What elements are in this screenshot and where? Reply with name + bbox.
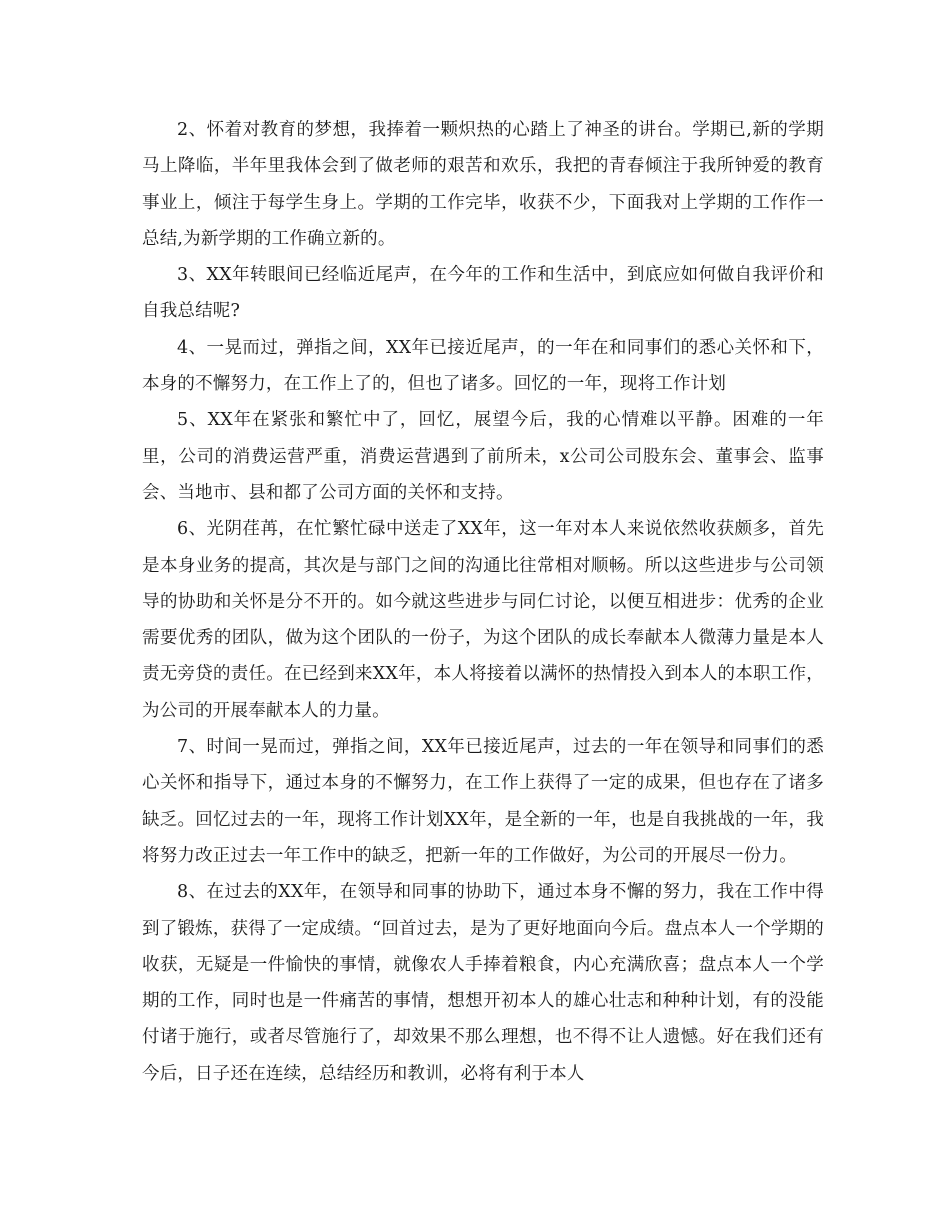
paragraph-2: 2、怀着对教育的梦想，我捧着一颗炽热的心踏上了神圣的讲台。学期已,新的学期马上降临，半年里我体会到了做老师的艰苦和欢乐，我把的青春倾注于我所钟爱的教育事业上，倾注于每学生身上。学期的工作完毕，收获不少，下面我对上学期的工作作一总结,为新学期的工作确立新的。 — [142, 120, 824, 249]
paragraph-5: 5、XX年在紧张和繁忙中了，回忆，展望今后，我的心情难以平静。困难的一年里，公司的消费运营严重，消费运营遇到了前所未，x公司公司股东会、董事会、监事会、当地市、县和都了公司方面的关怀和支持。 — [142, 410, 824, 503]
paragraph-8: 8、在过去的XX年，在领导和同事的协助下，通过本身不懈的努力，我在工作中得到了锻炼，获得了一定成绩。“回首过去，是为了更好地面向今后。盘点本人一个学期的收获，无疑是一件愉快的事情，就像农人手捧着粮食，内心充满欣喜；盘点本人一个学期的工作，同时也是一件痛苦的事情，想想开初本人的雄心壮志和种种计划，有的没能付诸于施行，或者尽管施行了，却效果不那么理想，也不得不让人遗憾。好在我们还有今后，日子还在连续，总结经历和教训，必将有利于本人 — [142, 882, 824, 1084]
paragraph-4: 4、一晃而过，弹指之间，XX年已接近尾声，的一年在和同事们的悉心关怀和下，本身的不懈努力，在工作上了的，但也了诸多。回忆的一年，现将工作计划 — [142, 337, 824, 395]
paragraph-3: 3、XX年转眼间已经临近尾声，在今年的工作和生活中，到底应如何做自我评价和自我总结呢? — [142, 265, 824, 322]
paragraph-6: 6、光阴荏苒，在忙繁忙碌中送走了XX年，这一年对本人来说依然收获颇多，首先是本身业务的提高，其次是与部门之间的沟通比往常相对顺畅。所以这些进步与公司领导的协助和关怀是分不开的。如今就这些进步与同仁讨论，以便互相进步：优秀的企业需要优秀的团队，做为这个团队的一份子，为这个团队的成长奉献本人微薄力量是本人责无旁贷的责任。在已经到来XX年，本人将接着以满怀的热情投入到本人的本职工作，为公司的开展奉献本人的力量。 — [142, 519, 824, 721]
document-body — [142, 112, 824, 1092]
paragraph-7: 7、时间一晃而过，弹指之间，XX年已接近尾声，过去的一年在领导和同事们的悉心关怀和指导下，通过本身的不懈努力，在工作上获得了一定的成果，但也存在了诸多缺乏。回忆过去的一年，现将工作计划XX年，是全新的一年，也是自我挑战的一年，我将努力改正过去一年工作中的缺乏，把新一年的工作做好，为公司的开展尽一份力。 — [142, 737, 824, 866]
